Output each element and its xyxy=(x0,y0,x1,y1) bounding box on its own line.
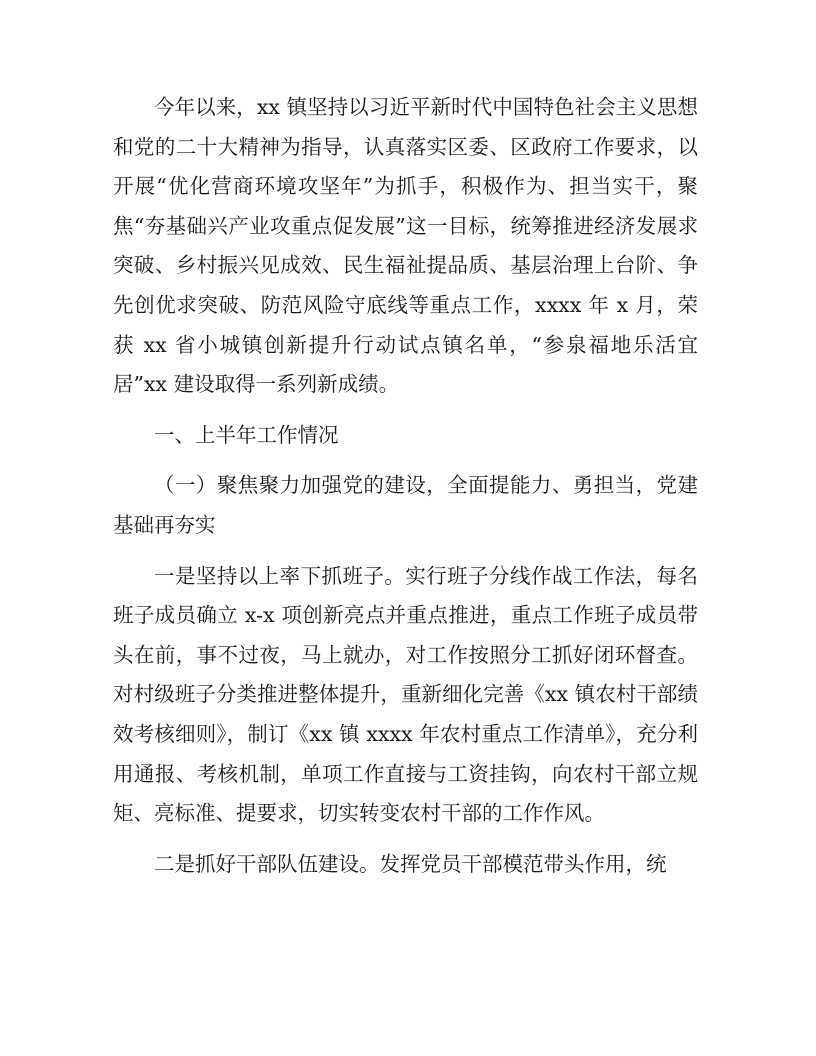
body-paragraph: 二是抓好干部队伍建设。发挥党员干部模范带头作用，统 xyxy=(154,851,667,876)
intro-paragraph: 今年以来，xx 镇坚持以习近平新时代中国特色社会主义思想和党的二十大精神为指导，认真落实区委、区政府工作要求，以开展“优化营商环境攻坚年”为抓手，积极作为、担当实干，聚焦“夯基础兴产业攻重点促发展”这一目标，统筹推进经济发展求突破、乡村振兴见成效、民生福祉提品质、基层治理上台阶、争先创优求突破、防范风险守底线等重点工作，xxxx 年 x 月，荣获 xx 省小城镇创新提升行动试点镇名单，“参泉福地乐活宜居”xx 建设取得一系列新成绩。 xyxy=(113,95,698,397)
document-body xyxy=(113,88,698,884)
subsection-heading: （一）聚焦聚力加强党的建设，全面提能力、勇担当，党建基础再夯实 xyxy=(113,473,698,537)
body-paragraph: 一是坚持以上率下抓班子。实行班子分线作战工作法，每名班子成员确立 x-x 项创新亮点并重点推进，重点工作班子成员带头在前，事不过夜，马上就办，对工作按照分工抓好闭环督查。对村级班子分类推进整体提升，重新细化完善《xx 镇农村干部绩效考核细则》，制订《xx 镇 xxxx 年农村重点工作清单》，充分利用通报、考核机制，单项工作直接与工资挂钩，向农村干部立规矩、亮标准、提要求，切实转变农村干部的工作作风。 xyxy=(113,563,698,826)
section-heading: 一、上半年工作情况 xyxy=(154,422,339,447)
